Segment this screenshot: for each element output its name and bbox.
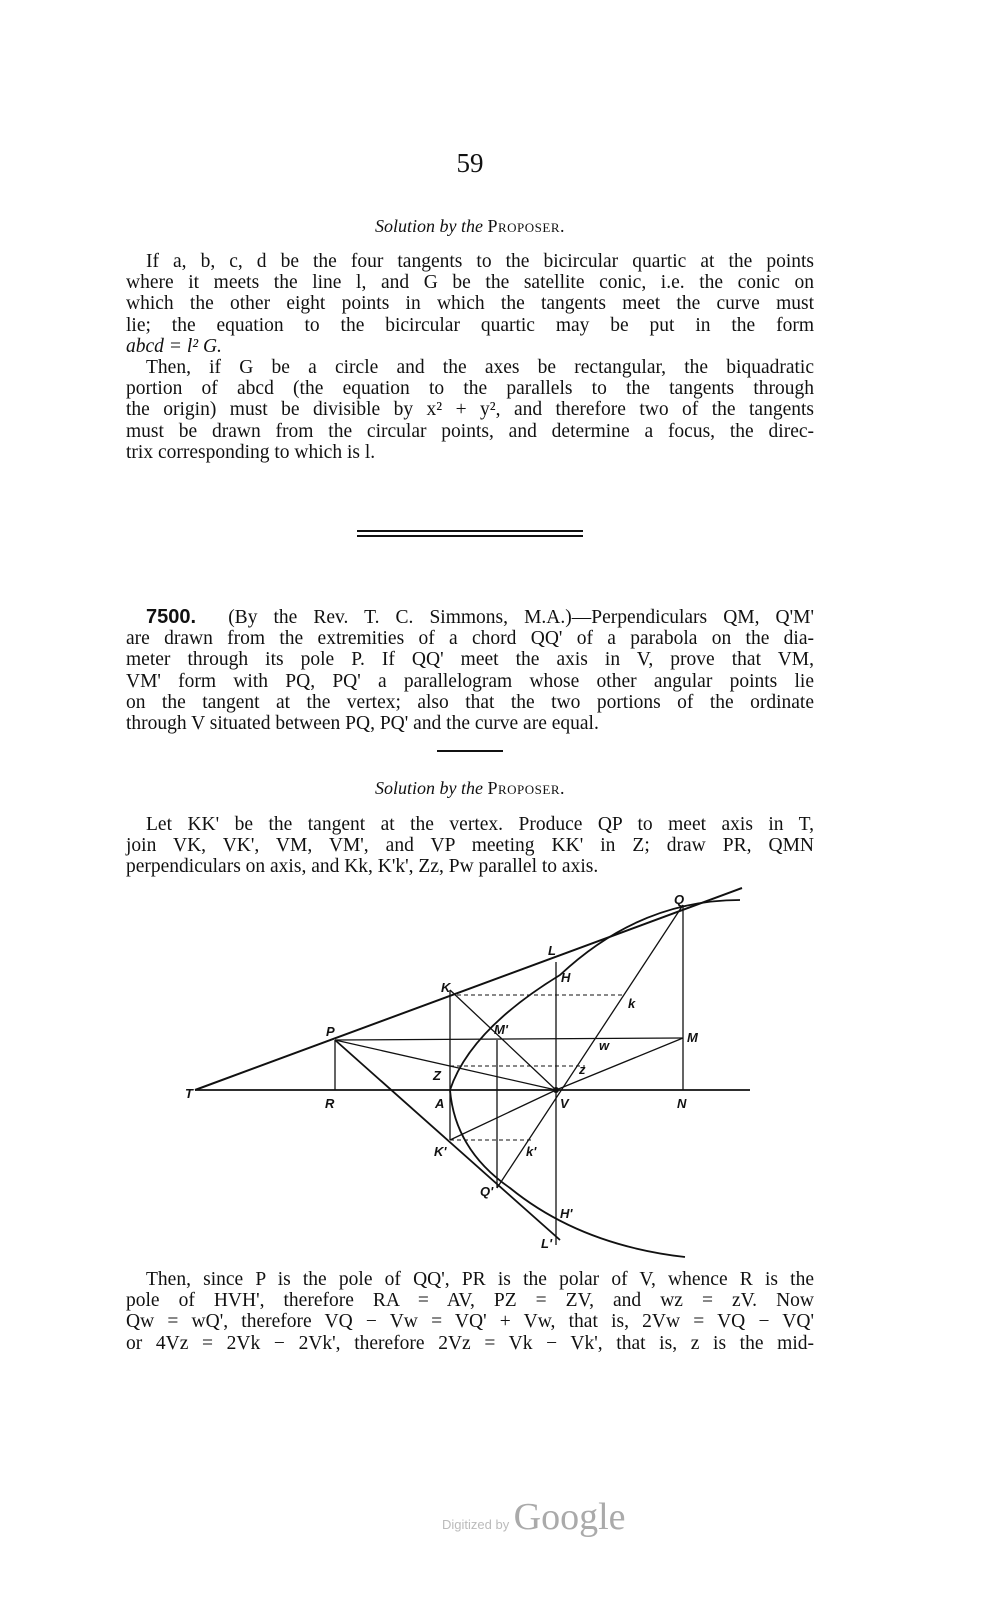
text-line: are drawn from the extremities of a chord QQ' of a parabola on the dia- [126, 628, 814, 650]
label-k-lower-prime: k' [526, 1144, 537, 1159]
text-line: through V situated between PQ, PQ' and the curve are equal. [126, 712, 599, 734]
label-k-lower: k [628, 996, 636, 1011]
heading-prefix: Solution by the [374, 778, 483, 798]
google-logo: Google [513, 1496, 626, 1538]
heading-name: Proposer. [487, 216, 565, 236]
text-line: Qw = wQ', therefore VQ − Vw = VQ' + Vw, that is, 2Vw = VQ − VQ' [126, 1311, 814, 1333]
text-line: portion of abcd (the equation to the parallels to the tangents through [126, 378, 814, 400]
digitized-watermark [442, 1495, 626, 1539]
label-p: P [326, 1024, 335, 1039]
heading-name: Proposer. [487, 778, 565, 798]
text-line: which the other eight points in which the tangents meet the curve must [126, 293, 814, 315]
label-k-prime: K' [434, 1144, 447, 1159]
label-r: R [325, 1096, 335, 1111]
label-v: V [560, 1096, 569, 1111]
text-line: pole of HVH', therefore RA = AV, PZ = ZV, and wz = zV. Now [126, 1290, 814, 1312]
text-line: Then, since P is the pole of QQ', PR is the polar of V, whence R is the [146, 1269, 814, 1290]
label-z-upper: Z [433, 1068, 441, 1083]
label-m-prime: M' [494, 1022, 508, 1037]
heading-prefix: Solution by the [374, 216, 483, 236]
label-h-prime: H' [560, 1206, 573, 1221]
line-pv [335, 1040, 556, 1090]
text-line: abcd = l² G. [126, 335, 222, 357]
label-n: N [677, 1096, 687, 1111]
text-line: or 4Vz = 2Vk − 2Vk', therefore 2Vz = Vk − Vk', that is, z is the mid- [126, 1332, 814, 1354]
text-line: perpendiculars on axis, and Kk, K'k', Zz, Pw parallel to axis. [126, 856, 599, 878]
label-m: M [687, 1030, 698, 1045]
question-text: (By the Rev. T. C. Simmons, M.A.)—Perpendiculars QM, Q'M' [228, 607, 814, 628]
label-z-lower: z [579, 1062, 586, 1077]
text-line: lie; the equation to the bicircular quartic may be put in the form [126, 314, 814, 336]
text-line: meter through its pole P. If QQ' meet the axis in V, prove that VM, [126, 649, 814, 671]
line-k2v [450, 1090, 556, 1140]
solution-2-conclusion [126, 1269, 814, 1354]
text-line: Then, if G be a circle and the axes be rectangular, the biquadratic [146, 356, 814, 378]
point-v [553, 1087, 559, 1093]
tangent-tq [195, 888, 742, 1090]
label-l-prime: L' [541, 1236, 553, 1251]
line-vm [556, 1038, 683, 1090]
text-line: join VK, VK', VM, VM', and VP meeting KK' in Z; draw PR, QMN [126, 835, 814, 857]
text-line: the origin) must be divisible by x² + y², and therefore two of the tangents [126, 399, 814, 421]
line-kv [450, 990, 556, 1090]
line-pm [335, 1038, 683, 1040]
text-line: If a, b, c, d be the four tangents to the bicircular quartic at the points [146, 251, 814, 272]
label-t: T [185, 1086, 193, 1101]
question-number: 7500. [146, 606, 197, 628]
label-h: H [561, 970, 571, 985]
text-line: VM' form with PQ, PQ' a parallelogram whose other angular points lie [126, 670, 814, 692]
parabola-curve [450, 900, 740, 1257]
page-number: 59 [456, 148, 484, 178]
label-w: w [599, 1038, 610, 1053]
text-line: on the tangent at the vertex; also that the two portions of the ordinate [126, 691, 814, 713]
watermark-prefix: Digitized by [442, 1517, 510, 1532]
text-line: must be drawn from the circular points, and determine a focus, the direc- [126, 420, 814, 442]
chord-qq [497, 905, 683, 1188]
text-line: where it meets the line l, and G be the satellite conic, i.e. the conic on [126, 272, 814, 294]
label-l: L [548, 943, 556, 958]
label-a: A [435, 1096, 445, 1111]
tangent-pq2 [335, 1040, 560, 1240]
label-q: Q [674, 892, 685, 907]
label-q-prime: Q' [480, 1184, 494, 1199]
text-line: trix corresponding to which is l. [126, 441, 376, 463]
text-line: Let KK' be the tangent at the vertex. Produce QP to meet axis in T, [146, 814, 814, 835]
label-k: K [441, 980, 451, 995]
